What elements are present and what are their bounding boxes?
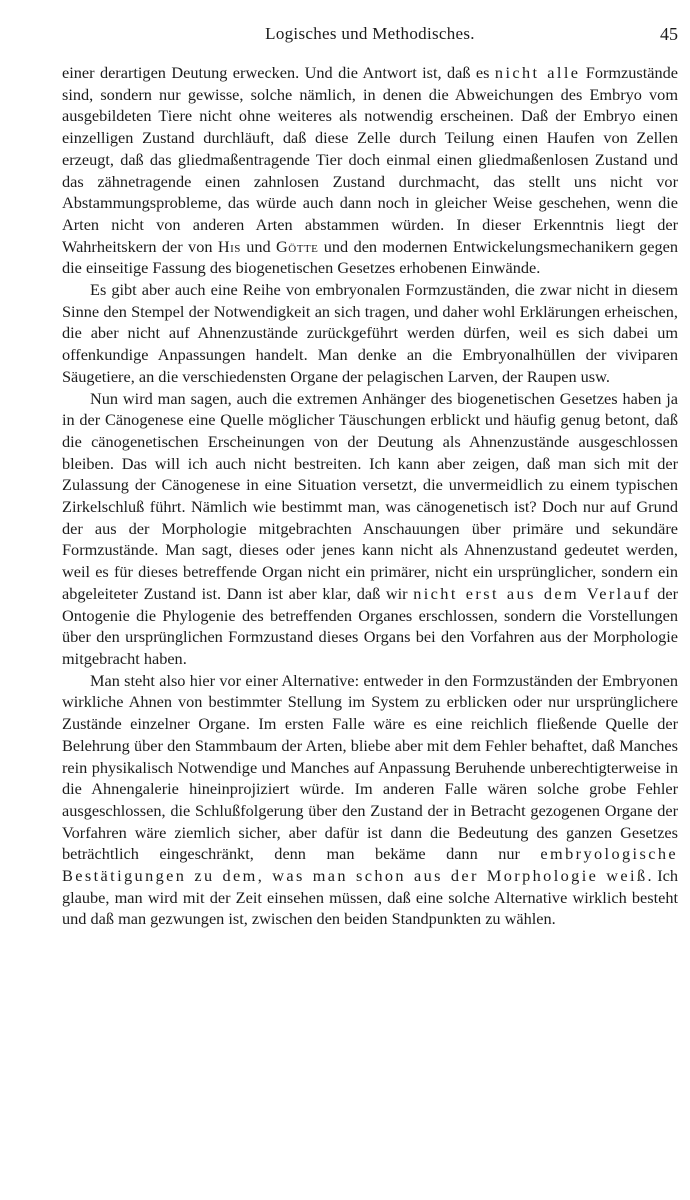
paragraph-1-text: und den modernen Entwickelungsmechanikern gegen die einseitige Fassung des biogenetischen Gesetzes erhobenen Einwände.	[62, 236, 678, 278]
author-name-his: His	[217, 236, 241, 256]
paragraph-1-text: Formzustände sind, sondern nur gewisse, solche nämlich, in denen die Abweichungen des Embryo vom ausgebildeten Tiere nicht ohne weiteres als notwendig erscheinen. Daß der Embryo einen einzelligen Zustand durchläuft, daß diese Zelle durch Teilung einen Haufen von Zellen erzeugt, daß das gliedmaßentragende Tier doch einmal einen gliedmaßenlosen Zustand und das zähnetragende einen zahnlosen Zustand durchmacht, das stellt uns nicht vor Abstammungsprobleme, das würde auch dann noch in gleicher Weise geschehen, wenn die Arten nicht von anderen Arten abstammen würden. In dieser Erkenntnis liegt der Wahrheitskern der von	[62, 63, 679, 256]
paragraph-2: Es gibt aber auch eine Reihe von embryonalen Formzuständen, die zwar nicht in diesem Sinne den Stempel der Notwendigkeit an sich tragen, und daher wohl Erklärungen erheischen, die aber nicht auf Ahnenzustände zurückgeführt werden dürfen, weil es sich dabei um offenkundige Anpassungen handelt. Man denke an die Embryonalhüllen der viviparen Säugetiere, an die verschiedensten Organe der pelagischen Larven, der Raupen usw.	[62, 280, 678, 386]
paragraph-1-text: einer derartigen Deutung erwecken. Und die Antwort ist, daß es	[62, 63, 495, 82]
spaced-emphasis: nicht erst aus dem Verlauf	[413, 583, 652, 603]
spaced-emphasis: nicht alle	[494, 63, 581, 82]
paragraph-1	[62, 62, 678, 279]
page-number: 45	[660, 24, 678, 44]
paragraph-3-text: Nun wird man sagen, auch die extremen Anhänger des biogenetischen Gesetzes haben ja in der Cänogenese eine Quelle möglicher Täuschungen erblickt und häufig genug betont, daß die cänogenetischen Erscheinungen von der Deutung als Ahnenzustände ausgeschlossen bleiben. Das will ich auch nicht bestreiten. Ich kann aber zeigen, daß man sich mit der Zulassung der Cänogenese in eine Situation versetzt, die unvermeidlich zu einem typischen Zirkelschluß führt. Nämlich wie bestimmt man, was cänogenetisch ist? Doch nur auf Grund der aus der Morphologie mitgebrachten Anschauungen über primäre und sekundäre Formzustände. Man sagt, dieses oder jenes kann nicht als Ahnenzustand gedeutet werden, weil es für dieses betreffende Organ nicht ein primärer, nicht ein ursprünglicher, sondern ein abgeleiteter Zustand ist. Dann ist aber klar, daß wir	[62, 388, 678, 603]
spaced-emphasis: embryologische Bestätigungen zu dem, was man schon aus der Morphologie weiß	[62, 844, 678, 886]
page-header	[62, 24, 678, 46]
author-name-goette: Götte	[276, 236, 319, 256]
paragraph-1-text: und	[240, 236, 277, 256]
running-title: Logisches und Methodisches.	[265, 24, 475, 43]
paragraph-4-text: Man steht also hier vor einer Alternative: entweder in den Formzuständen der Embryonen wirkliche Ahnen von bestimmter Stellung im System zu erblicken oder nur ursprünglichere Zustände einzelner Organe. Im ersten Falle wäre es eine reichlich fließende Quelle der Belehrung über den Stammbaum der Arten, bliebe aber mit dem Fehler behaftet, daß Manches rein physikalisch Notwendige und Manches auf Anpassung Beruhende unberechtigterweise in die Ahnengalerie hineinprojiziert würde. Im anderen Falle wären solche grobe Fehler ausgeschlossen, die Schlußfolgerung über den Zustand der in Betracht gezogenen Organe der Vorfahren wäre ziemlich sicher, aber dafür ist dann die Bedeutung des ganzen Gesetzes beträchtlich eingeschränkt, denn man bekäme dann nur	[62, 670, 678, 864]
paragraph-4	[62, 670, 678, 930]
paragraph-3	[62, 388, 678, 670]
text-body	[62, 62, 678, 930]
paragraph-4-text: . Ich glaube, man wird mit der Zeit einsehen müssen, daß eine solche Alternative wirklich besteht und daß man gezwungen ist, zwischen den beiden Standpunkten zu wählen.	[62, 866, 678, 929]
paragraph-3-text: der Ontogenie die Phylogenie des betreffenden Organes erschlossen, sondern die Vorstellungen über den ursprünglichen Formzustand dieses Organs bei den Vorfahren aus der Morphologie mitgebracht haben.	[62, 583, 678, 668]
